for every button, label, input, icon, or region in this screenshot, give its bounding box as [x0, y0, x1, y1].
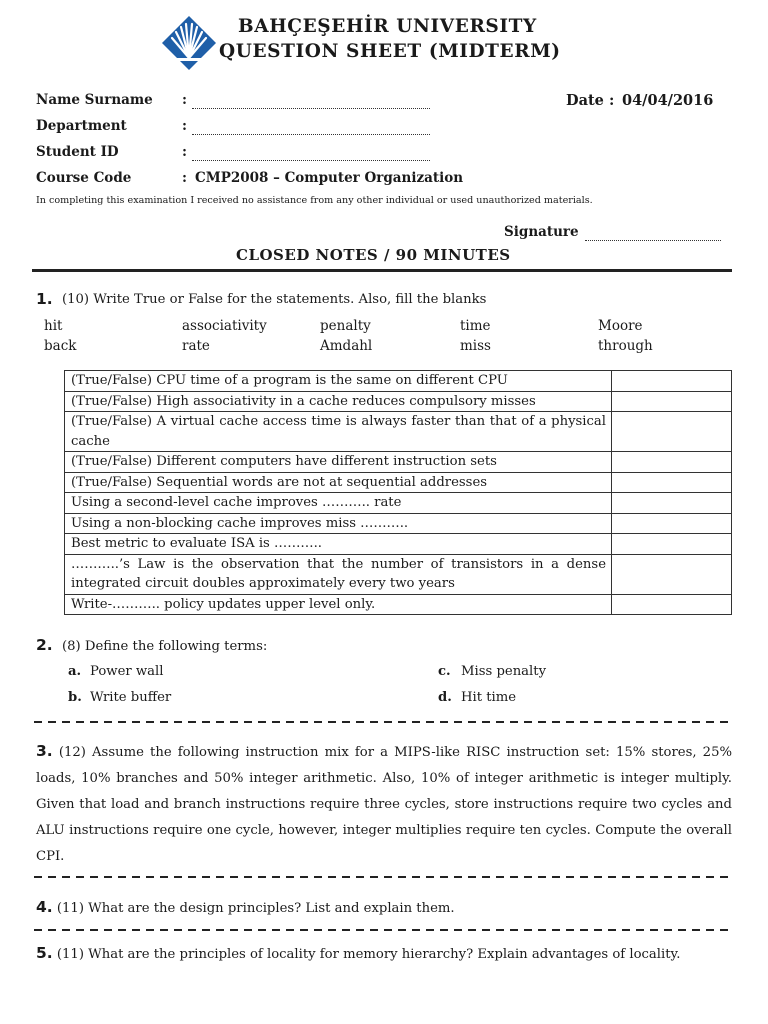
student-id-field[interactable]	[192, 148, 430, 161]
signature-field[interactable]	[585, 228, 721, 241]
true-false-table	[64, 370, 732, 615]
term-letter: d.	[438, 690, 452, 705]
statement-cell: (True/False) A virtual cache access time is always faster than that of a physical cache	[65, 412, 612, 452]
section-divider	[34, 876, 734, 878]
table-row	[65, 513, 732, 534]
answer-cell[interactable]	[612, 534, 732, 555]
term-letter: b.	[68, 690, 82, 705]
table-row	[65, 594, 732, 615]
word-bank-item: through	[598, 338, 653, 354]
name-surname-label: Name Surname	[36, 92, 153, 108]
q4-text: (11) What are the design principles? List and explain them.	[56, 901, 455, 916]
q5-text: (11) What are the principles of locality for memory hierarchy? Explain advantages of locality.	[56, 947, 681, 962]
word-bank-item: penalty	[320, 318, 371, 334]
table-row	[65, 554, 732, 594]
answer-cell[interactable]	[612, 472, 732, 493]
header-divider	[32, 269, 732, 272]
statement-cell: (True/False) Different computers have different instruction sets	[65, 452, 612, 473]
table-row	[65, 472, 732, 493]
sheet-title: QUESTION SHEET (MIDTERM)	[219, 41, 561, 62]
q4-number: 4.	[36, 898, 53, 916]
answer-cell[interactable]	[612, 412, 732, 452]
word-bank-item: time	[460, 318, 491, 334]
table-row	[65, 391, 732, 412]
word-bank-item: hit	[44, 318, 63, 334]
q3-number: 3.	[36, 742, 53, 760]
statement-cell: Write-……….. policy updates upper level only.	[65, 594, 612, 615]
student-id-colon: :	[182, 144, 187, 160]
answer-cell[interactable]	[612, 554, 732, 594]
table-row	[65, 412, 732, 452]
statement-cell: (True/False) CPU time of a program is the same on different CPU	[65, 371, 612, 392]
word-bank-item: Moore	[598, 318, 643, 334]
name-colon: :	[182, 92, 187, 108]
university-name: BAHÇEŞEHİR UNIVERSITY	[238, 16, 537, 37]
signature-label: Signature	[504, 224, 579, 240]
word-bank-item: back	[44, 338, 77, 354]
exam-conditions: CLOSED NOTES / 90 MINUTES	[236, 246, 511, 264]
term-label: Hit time	[461, 690, 517, 705]
answer-cell[interactable]	[612, 371, 732, 392]
statement-cell: Using a second-level cache improves ……….. rate	[65, 493, 612, 514]
word-bank-item: associativity	[182, 318, 267, 334]
q2-text: (8) Define the following terms:	[62, 639, 268, 654]
term-letter: a.	[68, 664, 82, 679]
course-code-colon: :	[182, 170, 187, 186]
q1-text: (10) Write True or False for the statements. Also, fill the blanks	[62, 292, 487, 307]
q4-block	[36, 894, 732, 922]
table-row	[65, 534, 732, 555]
q2-number: 2.	[36, 636, 53, 654]
term-label: Power wall	[90, 664, 164, 679]
answer-cell[interactable]	[612, 513, 732, 534]
q3-block	[36, 738, 732, 870]
declaration-text: In completing this examination I received no assistance from any other individual or used unauthorized materials.	[36, 195, 593, 206]
term-label: Write buffer	[90, 690, 172, 705]
section-divider	[34, 929, 734, 931]
term-label: Miss penalty	[461, 664, 547, 679]
word-bank-item: Amdahl	[320, 338, 373, 354]
q5-number: 5.	[36, 944, 53, 962]
name-surname-field[interactable]	[192, 96, 430, 109]
term-letter: c.	[438, 664, 451, 679]
word-bank-item: miss	[460, 338, 491, 354]
statement-cell: ………..’s Law is the observation that the number of transistors in a dense integrated circuit doubles approximately every two years	[65, 554, 612, 594]
answer-cell[interactable]	[612, 391, 732, 412]
answer-cell[interactable]	[612, 594, 732, 615]
statement-cell: (True/False) High associativity in a cache reduces compulsory misses	[65, 391, 612, 412]
q3-text: (12) Assume the following instruction mix for a MIPS-like RISC instruction set: 15% stores, 25% loads, 10% branches and 50% integer arithmetic. Also, 10% of integer arithmetic is integer multiply. Given that load and branch instructions require three cycles, store instructions require two cycles and ALU instructions require one cycle, however, integer multiplies require ten cycles. Compute the overall CPI.	[36, 745, 732, 864]
department-field[interactable]	[192, 122, 430, 135]
statement-cell: Best metric to evaluate ISA is ………..	[65, 534, 612, 555]
table-row	[65, 371, 732, 392]
statement-cell: (True/False) Sequential words are not at sequential addresses	[65, 472, 612, 493]
date-value: 04/04/2016	[622, 92, 714, 109]
answer-cell[interactable]	[612, 452, 732, 473]
table-row	[65, 493, 732, 514]
date-label: Date :	[566, 92, 615, 109]
statement-cell: Using a non-blocking cache improves miss ………..	[65, 513, 612, 534]
q5-block	[36, 940, 732, 968]
course-code-label: Course Code	[36, 170, 132, 186]
student-id-label: Student ID	[36, 144, 119, 160]
q1-number: 1.	[36, 290, 53, 308]
department-label: Department	[36, 118, 127, 134]
department-colon: :	[182, 118, 187, 134]
course-code-value: CMP2008 – Computer Organization	[195, 170, 464, 186]
section-divider	[34, 721, 734, 723]
bahcesehir-logo-icon	[160, 14, 218, 72]
answer-cell[interactable]	[612, 493, 732, 514]
table-row	[65, 452, 732, 473]
word-bank-item: rate	[182, 338, 210, 354]
